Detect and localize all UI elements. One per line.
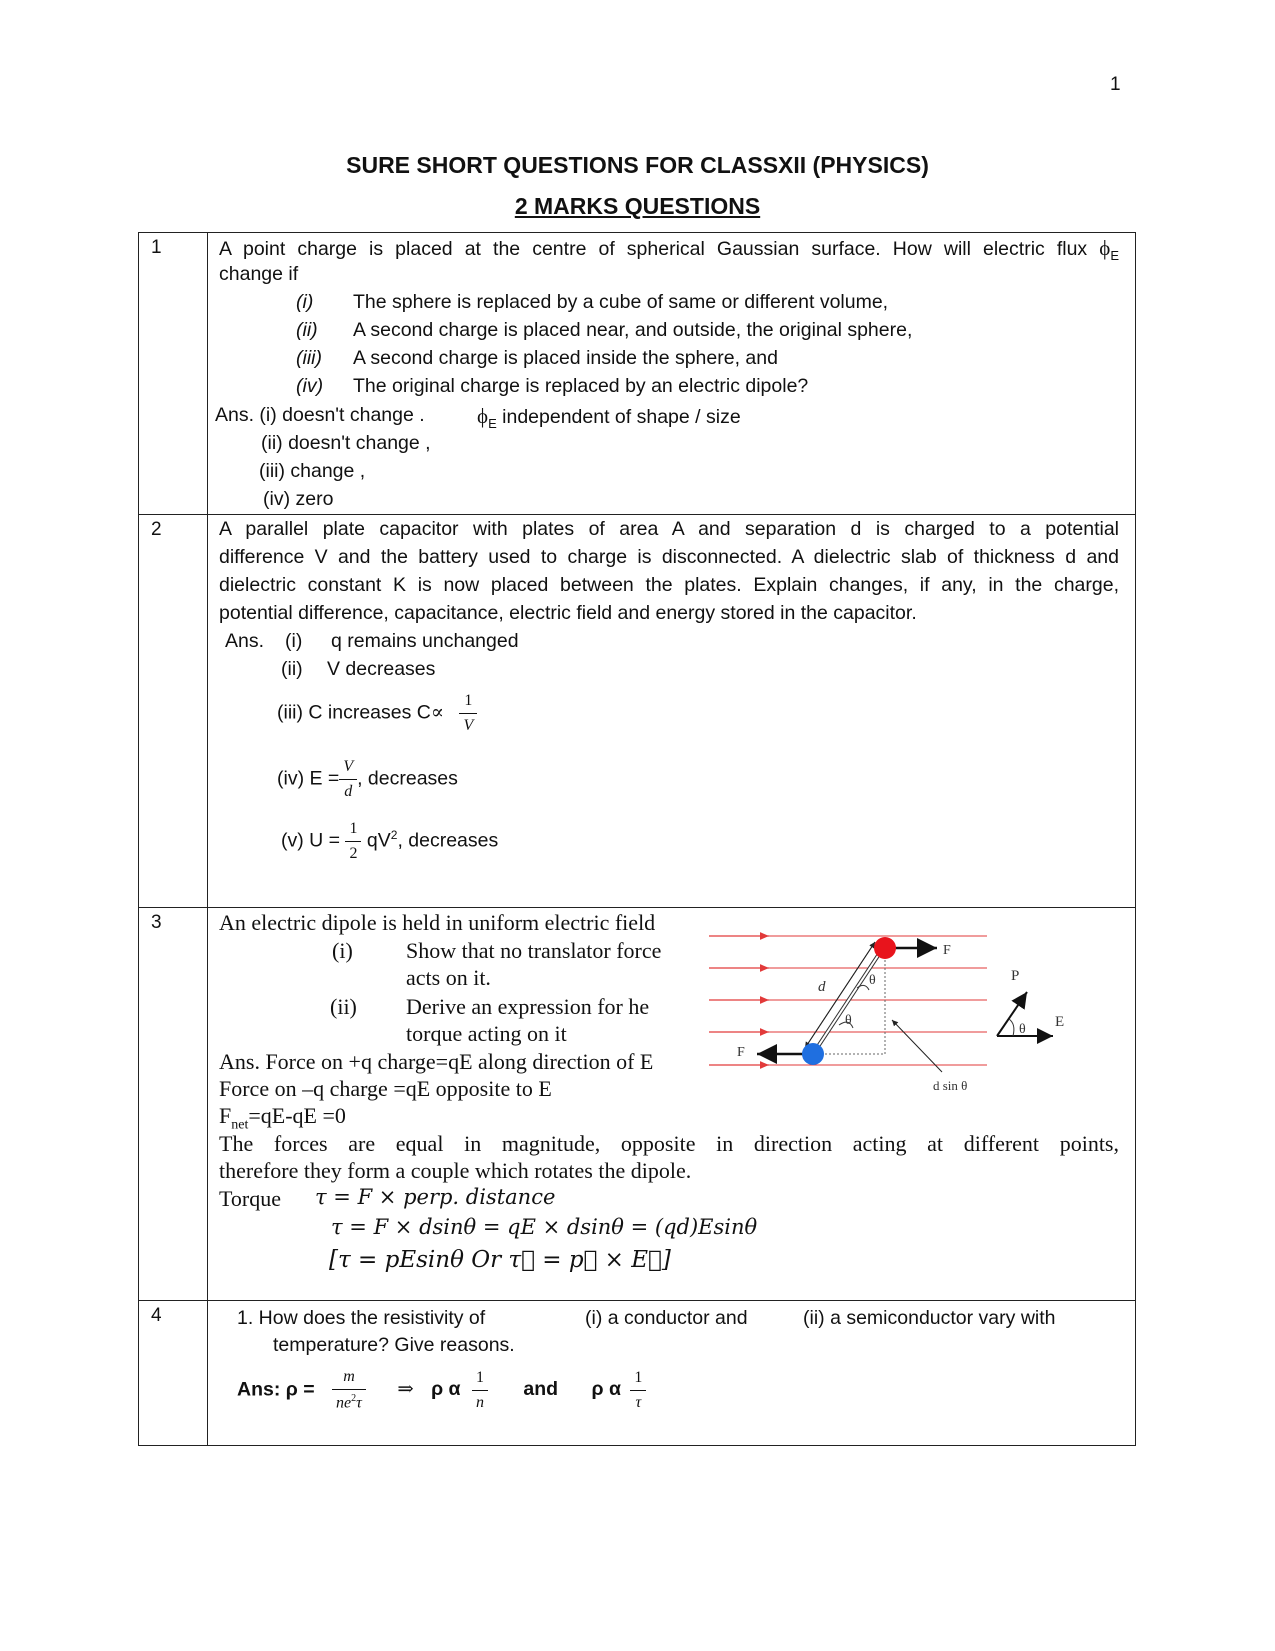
column-divider [207,233,208,514]
answer-line: Force on –q charge =qE opposite to E [219,1076,552,1101]
positive-charge [874,937,896,959]
fraction: $\frac{m}{ne^2\tau}$ [332,1369,366,1411]
answer-item-label: (ii) [281,658,303,680]
option-text: A second charge is placed near, and outside, the original sphere, [353,319,913,341]
stem-text: A point charge is placed at the centre of spherical Gaussian surface. How will electric flux [219,238,1088,260]
question-stem-line: dielectric constant K is now placed between the plates. Explain changes, if any, in the charge, [219,574,1119,596]
column-divider [207,1301,208,1445]
option-label: (ii) [330,994,357,1019]
answer-note: $\phi_E$ independent of shape / size [477,404,741,431]
explanation-line: The forces are equal in magnitude, opposite in direction acting at different points, [219,1131,1119,1156]
option-text: Derive an expression for he [406,994,650,1019]
option-label: (iii) [296,347,322,369]
dipole-moment-label: P [1011,968,1020,984]
answer-item-field: (iv) E = $\frac{V}{d}$ , decreases [277,758,458,800]
option-label: (i) [296,291,314,313]
negative-charge [802,1043,824,1065]
option-text: The sphere is replaced by a cube of same or different volume, [353,291,889,313]
answer-line: Ans. Force on +q charge=qE along direction of E [219,1049,654,1074]
answer-line: (iv) zero [263,488,334,510]
answer-line: Ans. (i) doesn't change . [215,404,425,426]
length-label: d [818,979,826,995]
fraction: $\frac{V}{d}$ [339,759,357,800]
question-number: 2 [151,519,162,540]
perp-distance-label: d sin θ [933,1078,968,1093]
option-text: A second charge is placed inside the sphere, and [353,347,778,369]
answer-line: (iii) change , [259,460,366,482]
option-text: acts on it. [406,965,491,990]
option-text: torque acting on it [406,1021,567,1046]
answer-item: V decreases [327,658,436,680]
fraction: $\frac{1}{n}$ [472,1370,488,1411]
angle-label: θ [1019,1022,1026,1037]
question-stem-line: temperature? Give reasons. [273,1334,515,1356]
force-label: F [737,1045,745,1060]
torque-vector-equation: [τ = pEsinθ Or τ⃗ = p⃗ × E⃗] [329,1247,671,1273]
question-stem-part: 1. How does the resistivity of [237,1307,486,1329]
option-label: (iv) [296,375,324,397]
question-stem-line: A parallel plate capacitor with plates of area A and separation d is charged to a potential [219,518,1119,540]
question-stem-line [219,236,1119,263]
answer-item-capacitance: (iii) C increases C∝ $\frac{1}{V}$ [277,693,477,734]
question-row-3 [138,908,1136,1301]
torque-equation: τ = F × dsinθ = qE × dsinθ = (qd)Esinθ [331,1215,758,1239]
explanation-line: therefore they form a couple which rotates the dipole. [219,1158,692,1183]
answer-item-energy: (v) U = $\frac{1}{2}$ $qV^2$, decreases [281,820,499,862]
question-row-2 [138,515,1136,908]
column-divider [207,515,208,907]
dipole-rod-inner [813,948,883,1054]
angle-label: θ [869,973,876,988]
column-divider [207,908,208,1300]
force-label: F [943,943,951,958]
question-stem-line: potential difference, capacitance, electric field and energy stored in the capacitor. [219,602,917,624]
answer-item-label: (i) [285,630,303,652]
fraction: $\frac{1}{\tau}$ [630,1370,646,1411]
question-stem-line: An electric dipole is held in uniform electric field [219,910,656,935]
question-stem-line: change if [219,263,299,285]
question-row-4 [138,1301,1136,1446]
question-stem-part: (i) a conductor and [585,1307,748,1329]
question-number: 4 [151,1305,162,1326]
fraction: $\frac{1}{V}$ [459,693,477,734]
option-text: The original charge is replaced by an electric dipole? [353,375,809,397]
page-subtitle: 2 MARKS QUESTIONS [514,193,761,219]
resistivity-answer: Ans: ρ = $\frac{m}{ne^2\tau}$ ⇒ ρ α $\frac{1}{n}$ and ρ α $\frac{1}{\tau}$ [237,1369,646,1411]
torque-label: Torque [219,1186,281,1211]
questions-table [138,232,1136,1446]
question-number: 3 [151,912,162,933]
option-label: (i) [332,938,353,963]
answer-line: (ii) doesn't change , [261,432,431,454]
phi-symbol: $\phi_E$ [1099,236,1119,264]
torque-equation: τ = F × perp. distance [315,1185,556,1209]
answer-label: Ans. [225,630,265,652]
option-text: Show that no translator force [406,938,662,963]
net-force-line: $F_{net}=qE-qE =0$ [219,1103,346,1133]
fraction: $\frac{1}{2}$ [345,821,361,862]
field-label: E [1055,1014,1065,1030]
pointer-arrow [892,1020,942,1072]
answer-item: q remains unchanged [331,630,519,652]
option-label: (ii) [296,319,318,341]
question-row-1 [138,233,1136,515]
angle-arc [1009,1019,1014,1036]
page-title: SURE SHORT QUESTIONS FOR CLASSXII (PHYSICS) [346,152,929,178]
page-number: 1 [1110,74,1121,95]
angle-label: θ [845,1013,852,1028]
question-number: 1 [151,237,162,258]
question-stem-line: difference V and the battery used to charge is disconnected. A dielectric slab of thickness d and [219,546,1119,568]
dipole-diagram [707,922,1117,1102]
question-stem-part: (ii) a semiconductor vary with [803,1307,1056,1329]
